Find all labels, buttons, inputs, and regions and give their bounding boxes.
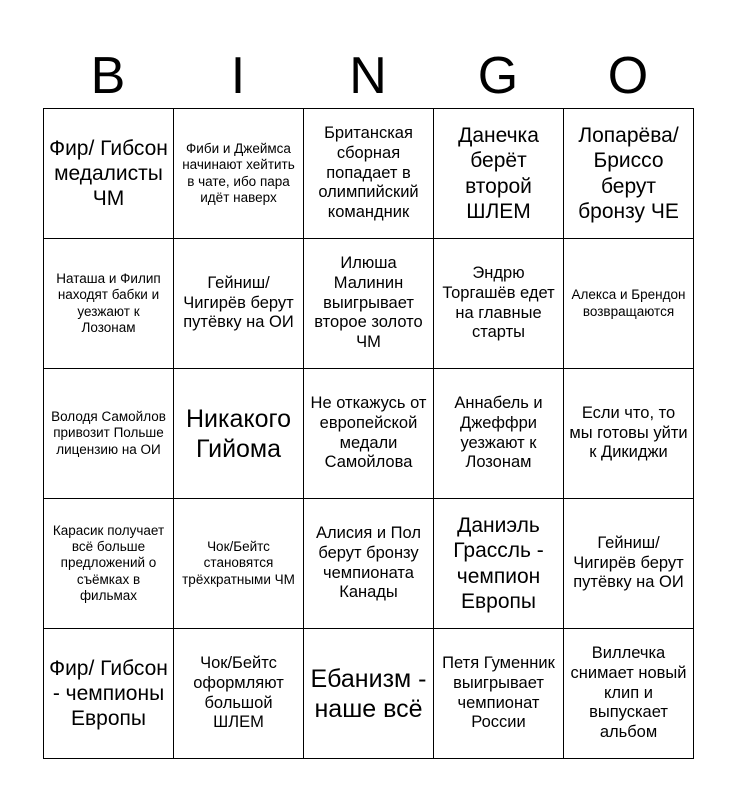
bingo-cell[interactable]: Не откажусь от европейской медали Самойлова — [304, 369, 434, 499]
bingo-cell[interactable]: Чок/Бейтс оформляют большой ШЛЕМ — [174, 629, 304, 759]
header-letter-b: B — [90, 47, 126, 105]
bingo-header — [43, 46, 693, 106]
bingo-cell[interactable]: Гейниш/ Чигирёв берут путёвку на ОИ — [174, 239, 304, 369]
bingo-row — [44, 239, 694, 369]
bingo-cell[interactable]: Илюша Малинин выигрывает второе золото ЧМ — [304, 239, 434, 369]
bingo-grid — [43, 108, 694, 759]
bingo-cell[interactable]: Если что, то мы готовы уйти к Дикиджи — [564, 369, 694, 499]
bingo-cell[interactable]: Карасик получает всё больше предложений о съёмках в фильмах — [44, 499, 174, 629]
bingo-cell[interactable]: Виллечка снимает новый клип и выпускает альбом — [564, 629, 694, 759]
header-letter-o: O — [607, 47, 649, 105]
bingo-cell[interactable]: Алисия и Пол берут бронзу чемпионата Канады — [304, 499, 434, 629]
header-letter-n: N — [349, 47, 387, 105]
bingo-cell[interactable]: Даниэль Грассль - чемпион Европы — [434, 499, 564, 629]
bingo-cell[interactable]: Никакого Гийома — [174, 369, 304, 499]
bingo-cell[interactable]: Фир/ Гибсон медалисты ЧМ — [44, 109, 174, 239]
bingo-cell[interactable]: Аннабель и Джеффри уезжают к Лозонам — [434, 369, 564, 499]
bingo-cell[interactable]: Британская сборная попадает в олимпийский командник — [304, 109, 434, 239]
bingo-row — [44, 499, 694, 629]
bingo-row — [44, 109, 694, 239]
bingo-cell[interactable]: Наташа и Филип находят бабки и уезжают к Лозонам — [44, 239, 174, 369]
bingo-cell[interactable]: Алекса и Брендон возвращаются — [564, 239, 694, 369]
bingo-row — [44, 629, 694, 759]
bingo-cell[interactable]: Володя Самойлов привозит Польше лицензию на ОИ — [44, 369, 174, 499]
bingo-cell[interactable]: Фиби и Джеймса начинают хейтить в чате, ибо пара идёт наверх — [174, 109, 304, 239]
bingo-cell[interactable]: Ебанизм - наше всё — [304, 629, 434, 759]
bingo-cell[interactable]: Эндрю Торгашёв едет на главные старты — [434, 239, 564, 369]
bingo-cell[interactable]: Петя Гуменник выигрывает чемпионат России — [434, 629, 564, 759]
bingo-cell[interactable]: Лопарёва/ Бриссо берут бронзу ЧЕ — [564, 109, 694, 239]
header-letter-i: I — [230, 47, 246, 105]
bingo-cell[interactable]: Чок/Бейтс становятся трёхкратными ЧМ — [174, 499, 304, 629]
header-letter-g: G — [477, 47, 519, 105]
bingo-cell[interactable]: Данечка берёт второй ШЛЕМ — [434, 109, 564, 239]
bingo-cell[interactable]: Гейниш/ Чигирёв берут путёвку на ОИ — [564, 499, 694, 629]
bingo-row — [44, 369, 694, 499]
bingo-cell[interactable]: Фир/ Гибсон - чемпионы Европы — [44, 629, 174, 759]
